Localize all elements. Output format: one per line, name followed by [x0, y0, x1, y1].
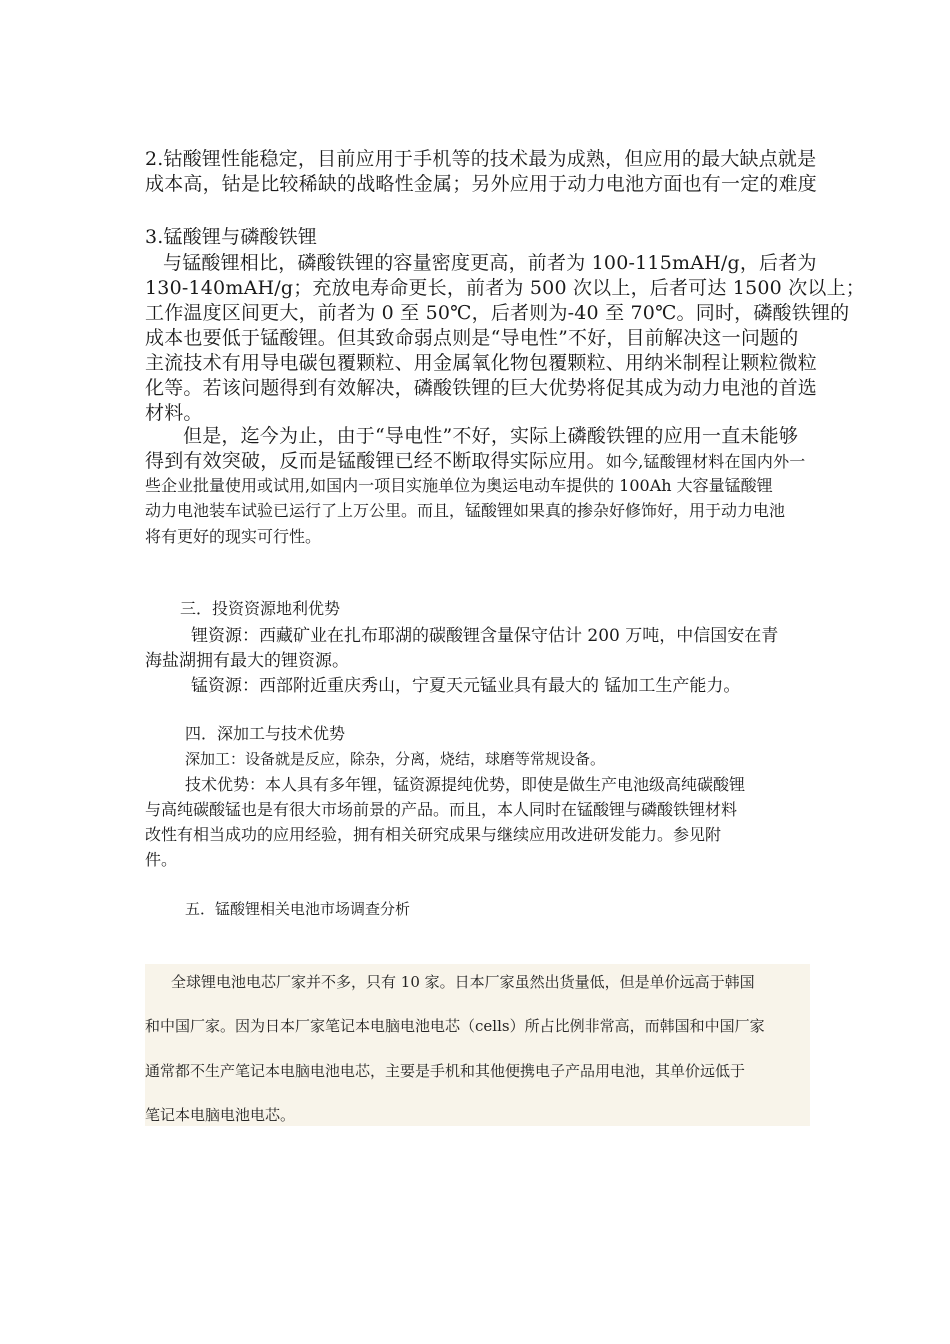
tech-advantage-paragraph	[145, 772, 810, 872]
cobalt-paragraph	[145, 147, 818, 197]
text-line: 化等。若该问题得到有效解决，磷酸铁锂的巨大优势将促其成为动力电池的首选	[145, 377, 818, 399]
text-line: 130-140mAH/g；充放电寿命更长，前者为 500 次以上，后者可达 1500 次以上；	[145, 277, 865, 299]
text-line: 将有更好的现实可行性。	[145, 527, 322, 546]
text-line: 技术优势：本人具有多年锂，锰资源提纯优势，即使是做生产电池级高纯碳酸锂	[185, 775, 746, 794]
text-segment: 得到有效突破，反而是锰酸锂已经不断取得实际应用。	[145, 450, 606, 472]
text-line: 件。	[145, 850, 178, 869]
text-line: 笔记本电脑电池电芯。	[145, 1106, 296, 1124]
conductivity-paragraph	[145, 424, 810, 474]
text-line: 海盐湖拥有最大的锂资源。	[145, 651, 349, 671]
text-line: 些企业批量使用或试用,如国内一项目实施单位为奥运电动车提供的 100Ah 大容量锰酸锂	[145, 476, 773, 495]
text-line: 深加工：设备就是反应，除杂，分离，烧结，球磨等常规设备。	[185, 750, 606, 768]
text-line: 主流技术有用导电碳包覆颗粒、用金属氧化物包覆颗粒、用纳米制程让颗粒微粒	[145, 352, 818, 374]
text-line: 动力电池装车试验已运行了上万公里。而且，锰酸锂如果真的掺杂好修饰好，用于动力电池	[145, 501, 786, 520]
text-segment: 如今,锰酸锂材料在国内外一	[605, 452, 806, 471]
text-line: 与锰酸锂相比，磷酸铁锂的容量密度更高，前者为 100-115mAH/g，后者为	[163, 252, 817, 274]
lithium-resource-paragraph	[145, 624, 810, 674]
section-five-title: 五．锰酸锂相关电池市场调查分析	[185, 900, 411, 918]
comparison-paragraph	[145, 251, 865, 426]
text-line: 锰资源：西部附近重庆秀山，宁夏天元锰业具有最大的 锰加工生产能力。	[191, 676, 741, 696]
text-line: 成本高，钴是比较稀缺的战略性金属；另外应用于动力电池方面也有一定的难度	[145, 173, 818, 195]
deep-processing-paragraph	[145, 748, 810, 771]
text-line	[145, 449, 810, 474]
text-line: 全球锂电池电芯厂家并不多，只有 10 家。日本厂家虽然出货量低，但是单价远高于韩国	[171, 973, 755, 991]
text-line: 和中国厂家。因为日本厂家笔记本电脑电池电芯（cells）所占比例非常高，而韩国和中国厂家	[145, 1017, 765, 1035]
manganese-resource-paragraph	[145, 674, 810, 699]
section3-title: 3.锰酸锂与磷酸铁锂	[145, 226, 318, 248]
conductivity-paragraph-cont	[145, 474, 810, 550]
text-line: 改性有相当成功的应用经验，拥有相关研究成果与继续应用改进研发能力。参见附	[145, 825, 722, 844]
text-line: 但是，迄今为止，由于“导电性”不好，实际上磷酸铁锂的应用一直未能够	[183, 425, 799, 447]
section-four-title: 四．深加工与技术优势	[185, 724, 346, 743]
text-line: 成本也要低于锰酸锂。但其致命弱点则是“导电性”不好，目前解决这一问题的	[145, 327, 799, 349]
text-line: 工作温度区间更大，前者为 0 至 50℃，后者则为-40 至 70℃。同时，磷酸铁锂的	[145, 302, 850, 324]
text-line: 通常都不生产笔记本电脑电池电芯，主要是手机和其他便携电子产品用电池，其单价远低于	[145, 1062, 746, 1080]
text-line: 锂资源：西藏矿业在扎布耶湖的碳酸锂含量保守估计 200 万吨，中信国安在青	[191, 626, 779, 646]
market-analysis-block	[145, 964, 810, 1126]
text-line: 与高纯碳酸锰也是有很大市场前景的产品。而且，本人同时在锰酸锂与磷酸铁锂材料	[145, 800, 738, 819]
section-three-title: 三．投资资源地利优势	[180, 599, 341, 618]
text-line: 2.钴酸锂性能稳定，目前应用于手机等的技术最为成熟，但应用的最大缺点就是	[145, 148, 817, 170]
text-line: 材料。	[145, 402, 203, 424]
